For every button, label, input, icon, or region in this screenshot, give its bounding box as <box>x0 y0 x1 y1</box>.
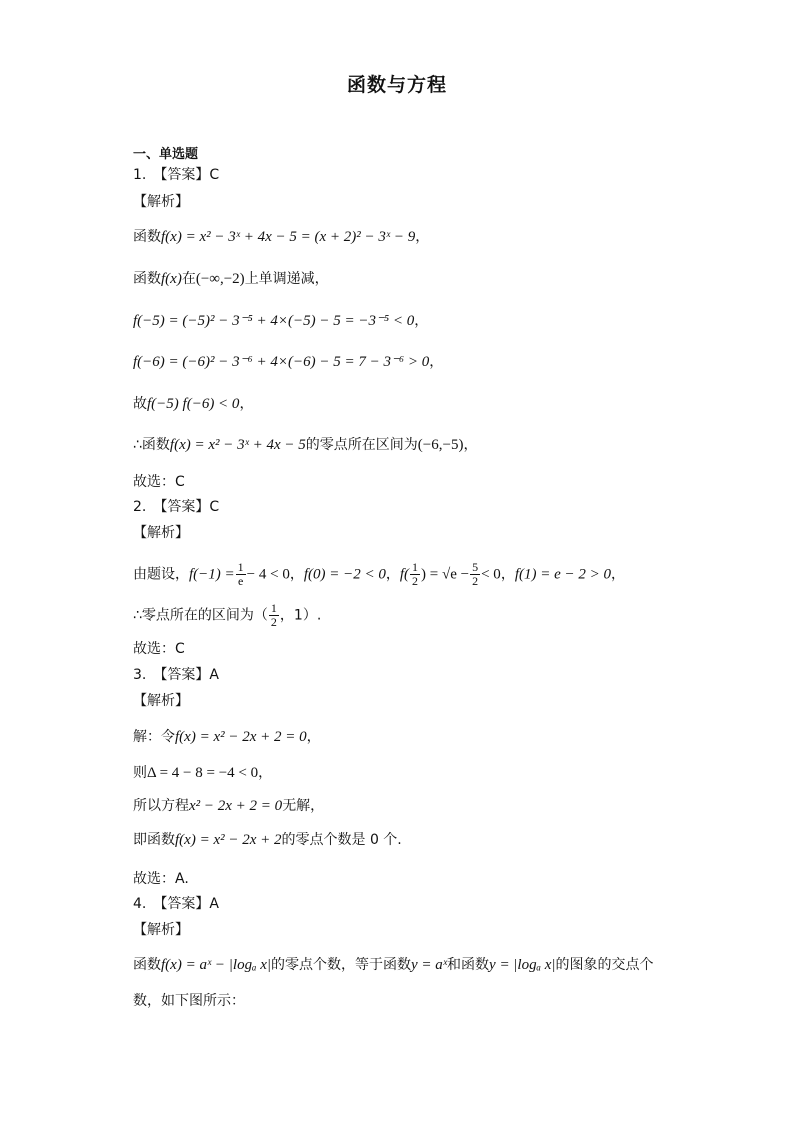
fraction-denominator: 2 <box>472 574 479 588</box>
q3-analysis-label: 【解析】 <box>133 693 189 709</box>
q3-l1-math: f(x) = x² − 2x + 2 = 0 <box>175 729 307 745</box>
q3-l3-pre: 所以方程 <box>133 798 189 814</box>
q1-line-6 <box>133 436 477 454</box>
q1-l5-math: f(−5) f(−6) < 0 <box>147 396 240 412</box>
fraction-denominator: 2 <box>270 615 277 629</box>
q1-l6-pre: ∴函数 <box>133 437 170 453</box>
q2-l1-c-fraction-2 <box>470 561 480 588</box>
q2-l1-a: f(−1) = <box>189 566 235 583</box>
q2-l2-pre: ∴零点所在的区间为（ <box>133 607 268 624</box>
q1-l2-pre: 函数 <box>133 271 161 287</box>
q2-line-2 <box>133 602 321 629</box>
q2-l1-sep2: ， <box>385 566 400 583</box>
q3-line-4 <box>133 831 402 849</box>
q1-l6-mid: 的零点所在区间为 <box>305 437 418 453</box>
q3-l4-math: f(x) = x² − 2x + 2 <box>175 832 282 848</box>
q2-l2-end: ，1）. <box>279 607 322 624</box>
q1-l4-end: ， <box>429 354 444 370</box>
q3-l3-end: 无解， <box>282 798 325 814</box>
q2-l1-a-fraction <box>236 561 246 588</box>
q2-l1-sep1: ， <box>289 566 304 583</box>
q2-l1-c-fraction <box>410 561 420 588</box>
q2-l1-c-mid: ) = √e − <box>421 566 470 583</box>
q2-l1-end: ， <box>611 566 625 583</box>
q3-answer: 3. 【答案】A <box>133 667 219 683</box>
q2-choice: 故选：C <box>133 641 185 657</box>
q1-l5-pre: 故 <box>133 396 147 412</box>
q3-line-2 <box>133 764 272 782</box>
fraction-denominator: 2 <box>412 574 419 588</box>
q3-choice: 故选：A. <box>133 871 189 887</box>
q2-l1-d: f(1) = e − 2 > 0 <box>514 566 611 583</box>
q3-l3-math: x² − 2x + 2 = 0 <box>189 798 283 814</box>
q3-l2-math: Δ = 4 − 8 = −4 < 0 <box>147 765 259 781</box>
q4-l1-math-3: y = |logₐ x| <box>489 957 556 973</box>
q1-line-2 <box>133 270 329 288</box>
q1-l5-end: ， <box>239 396 254 412</box>
q1-l6-interval: (−6,−5) <box>417 437 464 453</box>
q3-l1-pre: 解：令 <box>133 729 175 745</box>
q3-l1-end: ， <box>306 729 321 745</box>
q2-l1-c-rest: < 0 <box>481 566 501 583</box>
q3-line-3 <box>133 797 324 815</box>
q2-analysis-label: 【解析】 <box>133 525 189 541</box>
q4-answer: 4. 【答案】A <box>133 896 219 912</box>
section-heading: 一、单选题 <box>133 147 199 162</box>
q1-l1-end: ， <box>415 229 430 245</box>
q1-answer: 1. 【答案】C <box>133 167 220 183</box>
q1-l6-math: f(x) = x² − 3ˣ + 4x − 5 <box>169 437 306 453</box>
q1-l3-math: f(−5) = (−5)² − 3⁻⁵ + 4×(−5) − 5 = −3⁻⁵ < 0 <box>133 313 415 329</box>
page-title: 函数与方程 <box>346 74 447 96</box>
fraction-numerator: 1 <box>270 601 277 615</box>
q1-l1-math: f(x) = x² − 3ˣ + 4x − 5 = (x + 2)² − 3ˣ − 9 <box>161 229 416 245</box>
q1-line-4 <box>133 353 443 371</box>
q4-l1-mid-2: 和函数 <box>447 957 490 973</box>
q2-l1-c-pre: f( <box>399 566 410 583</box>
q1-l3-end: ， <box>414 313 429 329</box>
q4-l1-math-2: y = aˣ <box>411 957 448 973</box>
q1-analysis-label: 【解析】 <box>133 194 189 210</box>
q3-line-1 <box>133 728 321 746</box>
q1-l2-end: 上单调递减， <box>244 271 329 287</box>
q4-l1-mid: 的零点个数，等于函数 <box>271 957 412 973</box>
fraction-numerator: 5 <box>472 560 479 574</box>
q1-line-3 <box>133 312 428 330</box>
q3-l2-end: ， <box>258 765 273 781</box>
q1-l2-interval: (−∞,−2) <box>195 271 245 287</box>
q3-l2-pre: 则 <box>133 765 147 781</box>
q4-l1-math: f(x) = aˣ − |logₐ x| <box>161 957 272 973</box>
q1-choice: 故选：C <box>133 474 185 490</box>
q1-l2-mid: 在 <box>181 271 196 287</box>
q2-l1-a-rest: − 4 < 0 <box>246 566 290 583</box>
q1-l1-pre: 函数 <box>133 229 161 245</box>
q1-l6-end: ， <box>463 437 478 453</box>
q2-l1-b: f(0) = −2 < 0 <box>303 566 386 583</box>
q2-l2-fraction <box>269 602 279 629</box>
fraction-numerator: 1 <box>412 560 419 574</box>
q3-l4-pre: 即函数 <box>133 832 175 848</box>
q4-line-1 <box>133 956 654 974</box>
q1-line-5 <box>133 395 253 413</box>
fraction-denominator: e <box>237 574 244 588</box>
q3-l4-end: 的零点个数是 0 个. <box>281 832 402 848</box>
q2-l1-sep3: ， <box>500 566 515 583</box>
q4-l1-end: 的图象的交点个 <box>555 957 654 973</box>
q1-line-1 <box>133 228 429 246</box>
q2-answer: 2. 【答案】C <box>133 499 220 515</box>
q2-l1-pre: 由题设， <box>133 566 189 583</box>
q1-l4-math: f(−6) = (−6)² − 3⁻⁶ + 4×(−6) − 5 = 7 − 3⁻⁶ > 0 <box>133 354 430 370</box>
q4-line-2: 数，如下图所示： <box>133 993 245 1009</box>
q4-analysis-label: 【解析】 <box>133 922 189 938</box>
fraction-numerator: 1 <box>237 560 244 574</box>
q4-l1-pre: 函数 <box>133 957 161 973</box>
q2-line-1 <box>133 561 625 588</box>
q1-l2-math: f(x) <box>161 271 182 287</box>
